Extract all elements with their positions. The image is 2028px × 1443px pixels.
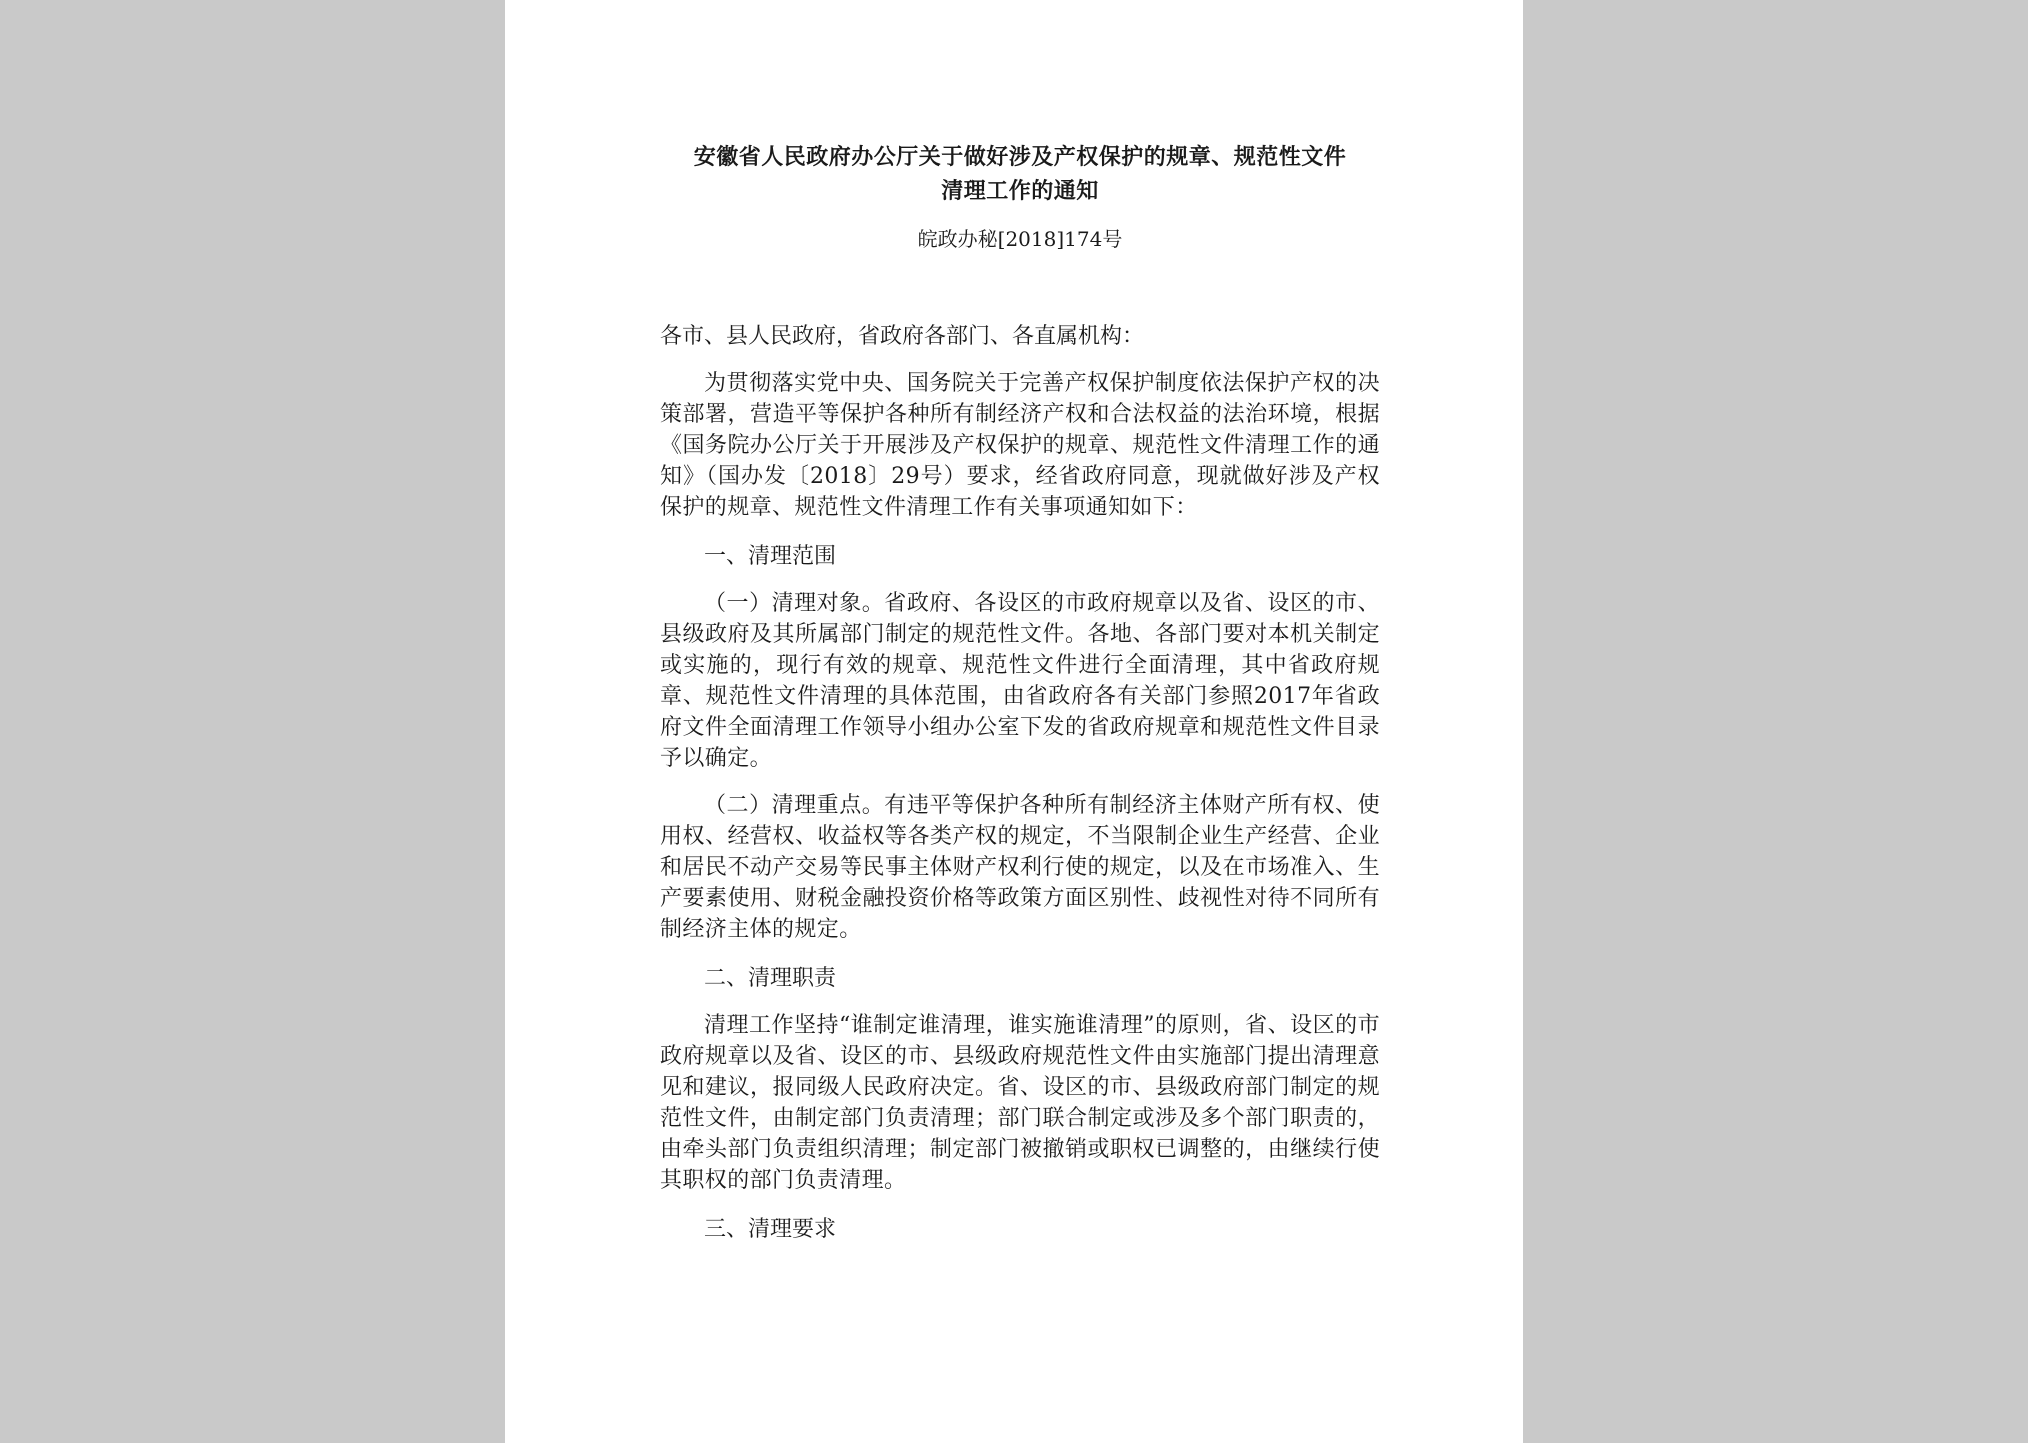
document-number: 皖政办秘[2018]174号 [917, 227, 1123, 251]
document-title-line1: 安徽省人民政府办公厅关于做好涉及产权保护的规章、规范性文件 [693, 144, 1347, 170]
section1-paragraph2: （二）清理重点。有违平等保护各种所有制经济主体财产所有权、使用权、经营权、收益权等各类产权的规定，不当限制企业生产经营、企业和居民不动产交易等民事主体财产权利行使的规定，以及在市场准入、生产要素使用、财税金融投资价格等政策方面区别性、歧视性对待不同所有制经济主体的规定。 [660, 793, 1380, 942]
salutation: 各市、县人民政府，省政府各部门、各直属机构： [660, 324, 1145, 349]
section1-paragraph1: （一）清理对象。省政府、各设区的市政府规章以及省、设区的市、县级政府及其所属部门制定的规范性文件。各地、各部门要对本机关制定或实施的，现行有效的规章、规范性文件进行全面清理，其中省政府规章、规范性文件清理的具体范围，由省政府各有关部门参照2017年省政府文件全面清理工作领导小组办公室下发的省政府规章和规范性文件目录予以确定。 [660, 591, 1380, 771]
intro-paragraph: 为贯彻落实党中央、国务院关于完善产权保护制度依法保护产权的决策部署，营造平等保护各种所有制经济产权和合法权益的法治环境，根据《国务院办公厅关于开展涉及产权保护的规章、规范性文件清理工作的通知》（国办发〔2018〕29号）要求，经省政府同意，现就做好涉及产权保护的规章、规范性文件清理工作有关事项通知如下： [660, 371, 1380, 520]
section1-heading: 一、清理范围 [704, 544, 837, 569]
section2-paragraph1: 清理工作坚持“谁制定谁清理，谁实施谁清理”的原则，省、设区的市政府规章以及省、设区的市、县级政府规范性文件由实施部门提出清理意见和建议，报同级人民政府决定。省、设区的市、县级政府部门制定的规范性文件，由制定部门负责清理；部门联合制定或涉及多个部门职责的，由牵头部门负责组织清理；制定部门被撤销或职权已调整的，由继续行使其职权的部门负责清理。 [660, 1013, 1380, 1193]
document-page [505, 0, 1523, 1443]
document-title-line2: 清理工作的通知 [941, 178, 1099, 204]
section2-heading: 二、清理职责 [704, 966, 837, 991]
section3-heading: 三、清理要求 [704, 1217, 837, 1242]
document-content [660, 140, 1380, 1245]
